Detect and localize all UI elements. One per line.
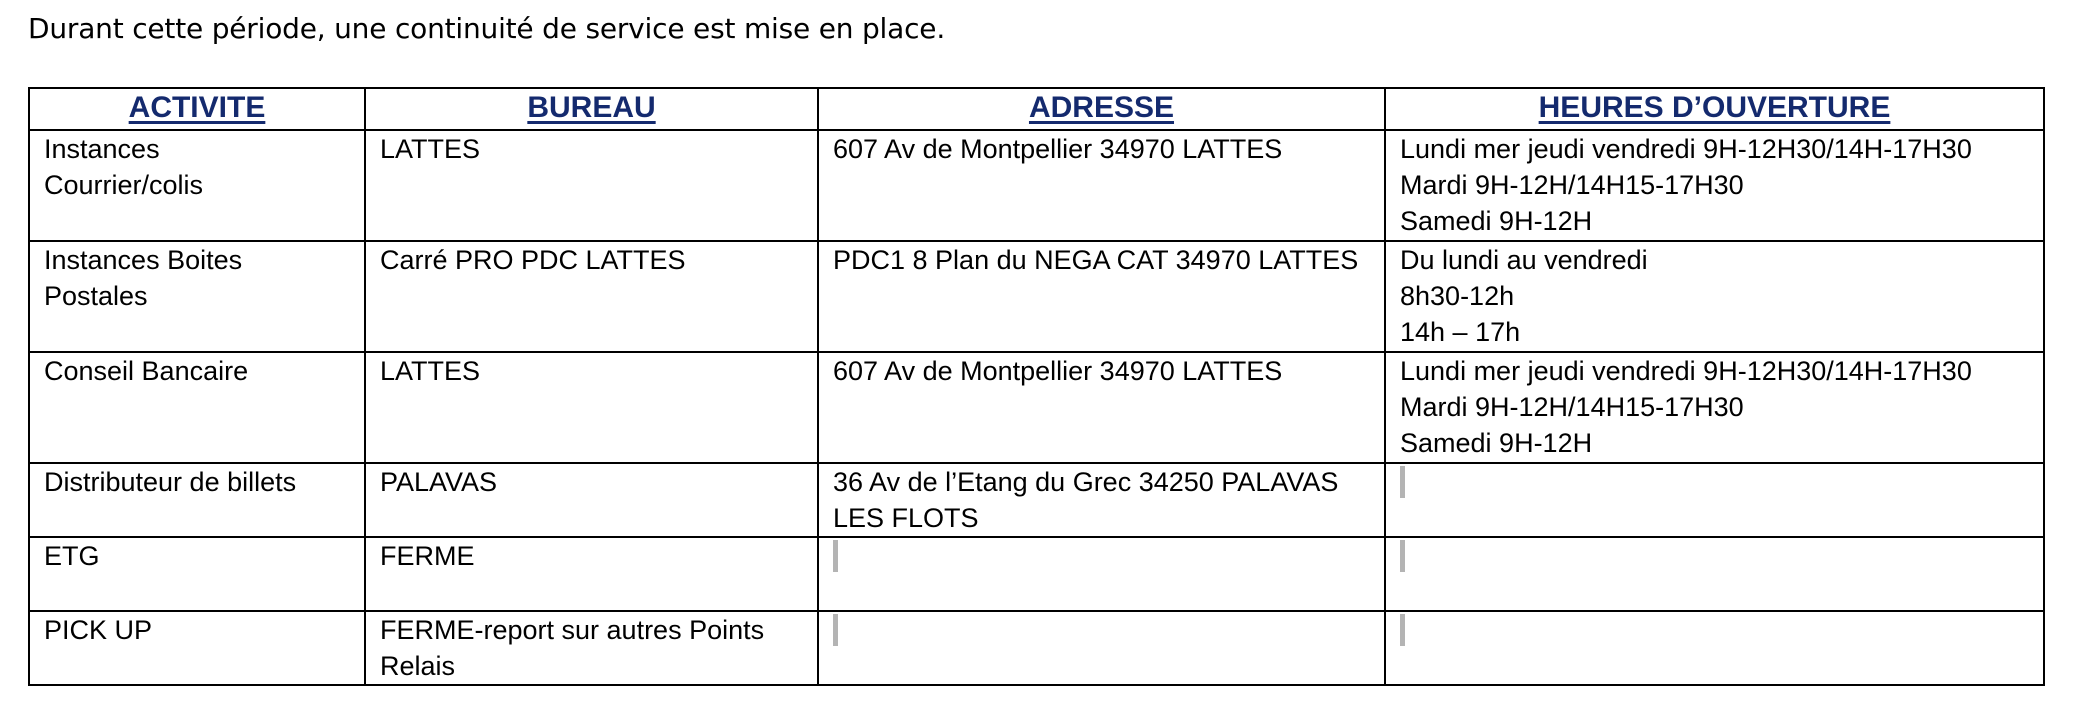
empty-cell-marker xyxy=(833,614,838,646)
cell-text: Relais xyxy=(380,651,456,681)
cell-adresse-empty[interactable] xyxy=(818,611,1385,685)
cell-bureau xyxy=(365,241,818,352)
table-row xyxy=(29,352,2044,463)
cell-text: Samedi 9H-12H xyxy=(1400,428,1593,458)
cell-heures-empty[interactable] xyxy=(1385,463,2044,537)
cell-activite xyxy=(29,463,365,537)
cell-text: LES FLOTS xyxy=(833,503,979,533)
cell-text: FERME xyxy=(380,541,475,571)
cell-bureau xyxy=(365,611,818,685)
cell-text: ETG xyxy=(44,541,100,571)
cell-text: FERME-report sur autres Points xyxy=(380,615,765,645)
cell-text: Samedi 9H-12H xyxy=(1400,206,1593,236)
cell-adresse-empty[interactable] xyxy=(818,537,1385,611)
cell-text: Mardi 9H-12H/14H15-17H30 xyxy=(1400,392,1744,422)
cell-heures-empty[interactable] xyxy=(1385,537,2044,611)
header-activite: ACTIVITE xyxy=(29,88,365,130)
header-adresse: ADRESSE xyxy=(818,88,1385,130)
cell-activite xyxy=(29,130,365,241)
header-bureau: BUREAU xyxy=(365,88,818,130)
table-header-row xyxy=(29,88,2044,130)
cell-text: Instances Boites xyxy=(44,245,243,275)
cell-text: 607 Av de Montpellier 34970 LATTES xyxy=(833,356,1283,386)
empty-cell-marker xyxy=(833,540,838,572)
cell-text: 607 Av de Montpellier 34970 LATTES xyxy=(833,134,1283,164)
cell-text: Postales xyxy=(44,281,148,311)
cell-heures xyxy=(1385,130,2044,241)
empty-cell-marker xyxy=(1400,614,1405,646)
cell-adresse xyxy=(818,463,1385,537)
cell-text: Lundi mer jeudi vendredi 9H-12H30/14H-17H30 xyxy=(1400,134,1972,164)
cell-bureau xyxy=(365,463,818,537)
cell-text: 14h – 17h xyxy=(1400,317,1521,347)
intro-text: Durant cette période, une continuité de service est mise en place. xyxy=(28,12,946,45)
schedule-table xyxy=(28,87,2045,686)
cell-text: PALAVAS xyxy=(380,467,498,497)
cell-text: PICK UP xyxy=(44,615,153,645)
cell-text: LATTES xyxy=(380,134,481,164)
cell-text: Du lundi au vendredi xyxy=(1400,245,1648,275)
cell-adresse xyxy=(818,352,1385,463)
cell-bureau xyxy=(365,130,818,241)
cell-bureau xyxy=(365,352,818,463)
table-row xyxy=(29,241,2044,352)
cell-text: 8h30-12h xyxy=(1400,281,1515,311)
cell-bureau xyxy=(365,537,818,611)
cell-activite xyxy=(29,241,365,352)
table-row xyxy=(29,537,2044,611)
cell-text: Carré PRO PDC LATTES xyxy=(380,245,686,275)
cell-adresse xyxy=(818,241,1385,352)
cell-activite xyxy=(29,611,365,685)
cell-text: Lundi mer jeudi vendredi 9H-12H30/14H-17H30 xyxy=(1400,356,1972,386)
cell-adresse xyxy=(818,130,1385,241)
cell-activite xyxy=(29,537,365,611)
cell-text: Conseil Bancaire xyxy=(44,356,249,386)
cell-activite xyxy=(29,352,365,463)
cell-text: LATTES xyxy=(380,356,481,386)
empty-cell-marker xyxy=(1400,466,1405,498)
cell-text: PDC1 8 Plan du NEGA CAT 34970 LATTES xyxy=(833,245,1359,275)
table-row xyxy=(29,130,2044,241)
cell-heures xyxy=(1385,241,2044,352)
cell-text: Distributeur de billets xyxy=(44,467,297,497)
empty-cell-marker xyxy=(1400,540,1405,572)
table-row xyxy=(29,611,2044,685)
cell-text: Mardi 9H-12H/14H15-17H30 xyxy=(1400,170,1744,200)
cell-text: Instances xyxy=(44,134,160,164)
cell-text: 36 Av de l’Etang du Grec 34250 PALAVAS xyxy=(833,467,1339,497)
header-heures: HEURES D’OUVERTURE xyxy=(1385,88,2044,130)
cell-heures xyxy=(1385,352,2044,463)
table-row xyxy=(29,463,2044,537)
cell-text: Courrier/colis xyxy=(44,170,204,200)
cell-heures-empty[interactable] xyxy=(1385,611,2044,685)
